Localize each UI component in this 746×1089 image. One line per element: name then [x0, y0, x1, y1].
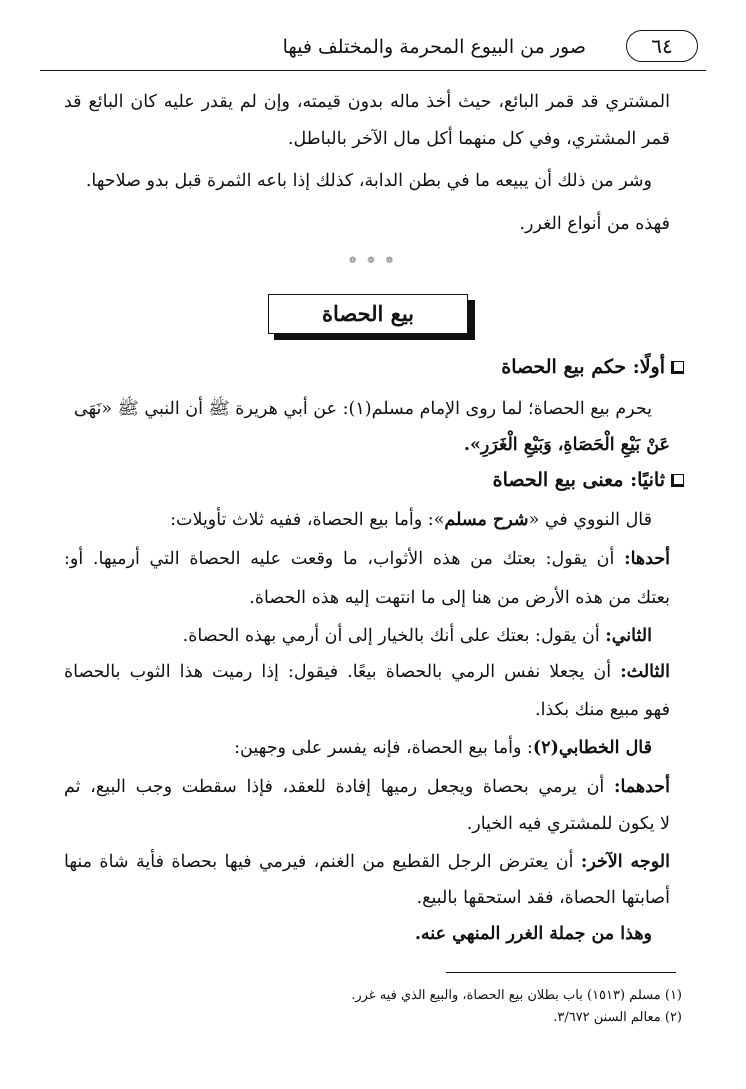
wajh2-label: الوجه الآخر:	[580, 852, 670, 872]
footnote-1: (١) مسلم (١٥١٣) باب بطلان بيع الحصاة، والبيع الذي فيه غرر.	[351, 988, 682, 1003]
first-interpretation	[64, 547, 670, 571]
running-title: صور من البيوع المحرمة والمختلف فيها	[282, 36, 586, 58]
title-box-shadow-bottom	[274, 334, 475, 340]
heading-first	[501, 356, 684, 378]
heading-second	[493, 469, 684, 491]
section-title: بيع الحصاة	[268, 294, 468, 334]
wajh-first-line-2: لا يكون للمشتري فيه الخيار.	[466, 814, 670, 834]
first-interpretation-line-2: بعتك من هذه الأرض من هنا إلى ما انتهت إليه هذه الحصاة.	[249, 588, 670, 608]
second-label: الثاني:	[605, 626, 652, 646]
footnote-2: (٢) معالم السنن ٣/٦٧٢.	[553, 1010, 682, 1025]
third-interpretation-line-2: فهو مبيع منك بكذا.	[535, 700, 670, 720]
heading-second-text: ثانيًا: معنى بيع الحصاة	[492, 469, 665, 491]
intro-line-1: المشتري قد قمر البائع، حيث أخذ ماله بدون قيمته، وإن لم يقدر عليه كان البائع قد	[64, 92, 670, 112]
checkbox-icon	[671, 361, 684, 374]
header-rule	[40, 70, 706, 71]
wajh1-label: أحدهما:	[613, 777, 670, 797]
page-header	[40, 26, 706, 72]
khattabi-line	[234, 736, 652, 760]
second-text: أن يقول: بعتك على أنك بالخيار إلى أن أرمي بهذه الحصاة.	[182, 626, 606, 646]
nawawi-line	[170, 508, 652, 532]
khattabi-text: : وأما بيع الحصاة، فإنه يفسر على وجهين:	[234, 738, 533, 758]
first-text: أن يقول: بعتك من هذه الأثواب، ما وقعت عليه الحصاة التي أرميها. أو:	[64, 549, 625, 569]
nawawi-pre: قال النووي في «	[528, 510, 652, 530]
wajh-second-line-2: أصابتها الحصاة، فقد استحقها بالبيع.	[416, 888, 670, 908]
nawawi-book: شرح مسلم	[444, 510, 529, 530]
separator-stars: ❁ ❁ ❁	[348, 256, 398, 266]
conclusion: وهذا من جملة الغرر المنهي عنه.	[414, 924, 652, 944]
intro-line-3: وشر من ذلك أن يبيعه ما في بطن الدابة، كذلك إذا باعه الثمرة قبل بدو صلاحها.	[85, 171, 652, 191]
khattabi-label: قال الخطابي(٢)	[532, 738, 652, 758]
third-label: الثالث:	[620, 662, 670, 682]
intro-line-4: فهذه من أنواع الغرر.	[519, 214, 670, 234]
first-label: أحدها:	[624, 549, 670, 569]
second-interpretation	[183, 624, 652, 648]
page-number: ٦٤	[626, 30, 698, 62]
footnote-rule	[446, 972, 676, 973]
wajh-first	[64, 775, 670, 799]
wajh1-text: أن يرمي بحصاة ويجعل رميها إفادة للعقد، فإذا سقطت وجب البيع، ثم	[64, 777, 614, 797]
wajh2-text: أن يعترض الرجل القطيع من الغنم، فيرمي فيها بحصاة فأية شاة منها	[64, 852, 581, 872]
heading-first-text: أولًا: حكم بيع الحصاة	[501, 356, 665, 378]
nawawi-post: »: وأما بيع الحصاة، ففيه ثلاث تأويلات:	[170, 510, 445, 530]
third-interpretation	[64, 660, 670, 684]
first-line-2: عَنْ بَيْعِ الْحَصَاةِ، وَبَيْعِ الْغَرَرِ».	[463, 435, 670, 455]
third-text: أن يجعلا نفس الرمي بالحصاة بيعًا. فيقول: إذا رميت هذا الثوب بالحصاة	[64, 662, 621, 682]
checkbox-icon	[671, 474, 684, 487]
intro-line-2: قمر المشتري، وفي كل منهما أكل مال الآخر بالباطل.	[287, 129, 670, 149]
wajh-second	[64, 850, 670, 874]
first-line-1: يحرم بيع الحصاة؛ لما روى الإمام مسلم(١): عن أبي هريرة ﷺ أن النبي ﷺ «نَهَى	[73, 399, 652, 419]
